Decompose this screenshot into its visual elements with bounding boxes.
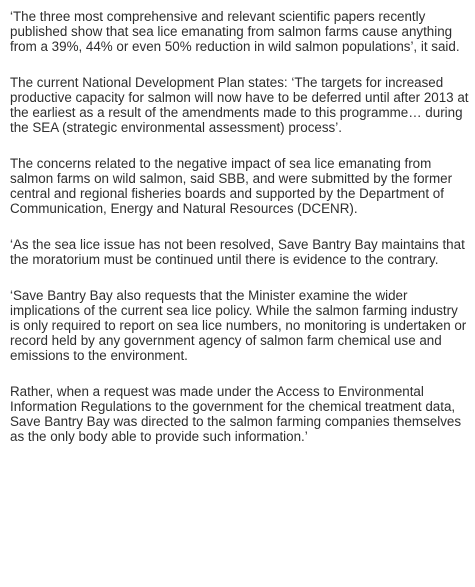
article-body <box>10 9 470 444</box>
paragraph-development-plan: The current National Development Plan states: ‘The targets for increased productive capacity for salmon will now have to be deferred until after 2013 at the earliest as a result of the amendments made to this programme… during the SEA (strategic environmental assessment) process’. <box>10 75 469 135</box>
paragraph-scientific-papers: ‘The three most comprehensive and relevant scientific papers recently published show that sea lice emanating from salmon farms cause anything from a 39%, 44% or even 50% reduction in wild salmon populations’, it said. <box>10 9 460 54</box>
paragraph-concerns: The concerns related to the negative impact of sea lice emanating from salmon farms on wild salmon, said SBB, and were submitted by the former central and regional fisheries boards and supported by the Department of Communication, Energy and Natural Resources (DCENR). <box>10 156 453 216</box>
paragraph-sea-lice-policy: ‘Save Bantry Bay also requests that the Minister examine the wider implications of the current sea lice policy. While the salmon farming industry is only required to report on sea lice numbers, no monitoring is undertaken or record held by any government agency of salmon farm chemical use and emissions to the environment. <box>10 288 467 363</box>
paragraph-information-request: Rather, when a request was made under the Access to Environmental Information Regulations to the government for the chemical treatment data, Save Bantry Bay was directed to the salmon farming companies themselves as the only body able to provide such information.’ <box>10 384 462 444</box>
paragraph-moratorium: ‘As the sea lice issue has not been resolved, Save Bantry Bay maintains that the moratorium must be continued until there is evidence to the contrary. <box>10 237 465 267</box>
